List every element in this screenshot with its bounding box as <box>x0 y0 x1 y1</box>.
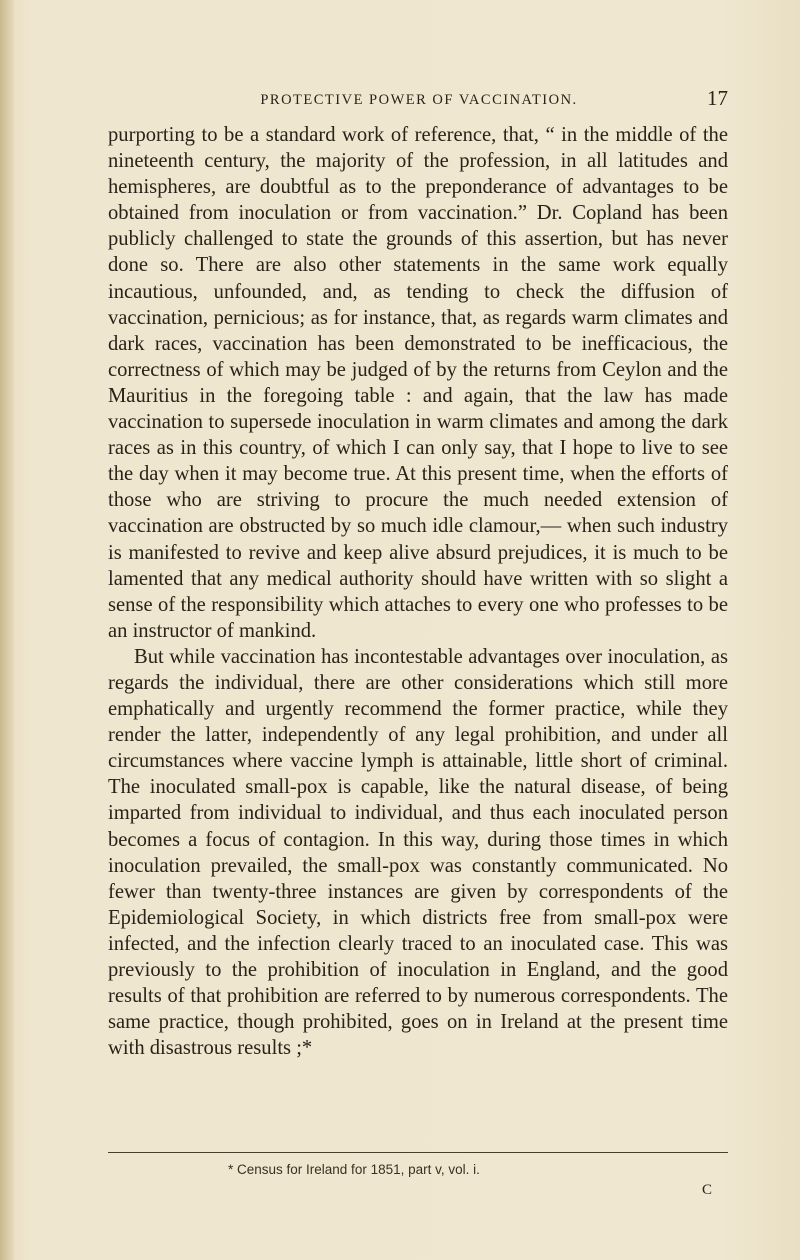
paragraph-2: But while vaccination has incontestable advantages over inoculation, as regards the individual, there are other considerations which still more emphatically and urgently recommend the former practice, while they render the latter, independently of any legal prohibition, and under all circumstances where vaccine lymph is attainable, little short of criminal. The inoculated small-pox is capable, like the natural disease, of being imparted from individual to individual, and thus each inoculated person becomes a focus of contagion. In this way, during those times in which inoculation prevailed, the small-pox was constantly communicated. No fewer than twenty-three instances are given by correspondents of the Epidemiological Society, in which districts free from small-pox were infected, and the infection clearly traced to an inoculated case. This was previously to the prohibition of inoculation in England, and the good results of that prohibition are referred to by numerous correspondents. The same practice, though prohibited, goes on in Ireland at the present time with disastrous results ;* <box>108 645 728 1060</box>
running-head: PROTECTIVE POWER OF VACCINATION. <box>260 92 578 108</box>
body-text <box>108 122 728 1061</box>
signature-mark: C <box>702 1182 713 1198</box>
page-header <box>110 88 728 114</box>
footnote: * Census for Ireland for 1851, part v, vol. i. <box>228 1162 480 1177</box>
page-spine-shadow <box>0 0 14 1260</box>
page-number: 17 <box>707 86 728 110</box>
paragraph-1: purporting to be a standard work of reference, that, “ in the middle of the nineteenth century, the majority of the profession, in all latitudes and hemispheres, are doubtful as to the preponderance of advantages to be obtained from inoculation or from vaccination.” Dr. Copland has been publicly challenged to state the grounds of this assertion, but has never done so. There are also other statements in the same work equally incautious, unfounded, and, as tending to check the diffusion of vaccination, pernicious; as for instance, that, as regards warm climates and dark races, vaccination has been demonstrated to be inefficacious, the correctness of which may be judged of by the returns from Ceylon and the Mauritius in the foregoing table : and again, that the law has made vaccination to supersede inoculation in warm climates and among the dark races as in this country, of which I can only say, that I hope to live to see the day when it may become true. At this present time, when the efforts of those who are striving to procure the much needed extension of vaccination are obstructed by so much idle clamour,— when such industry is manifested to revive and keep alive absurd prejudices, it is much to be lamented that any medical authority should have written with so slight a sense of the responsibility which attaches to every one who professes to be an instructor of mankind. <box>108 124 728 642</box>
footnote-rule <box>108 1152 728 1153</box>
